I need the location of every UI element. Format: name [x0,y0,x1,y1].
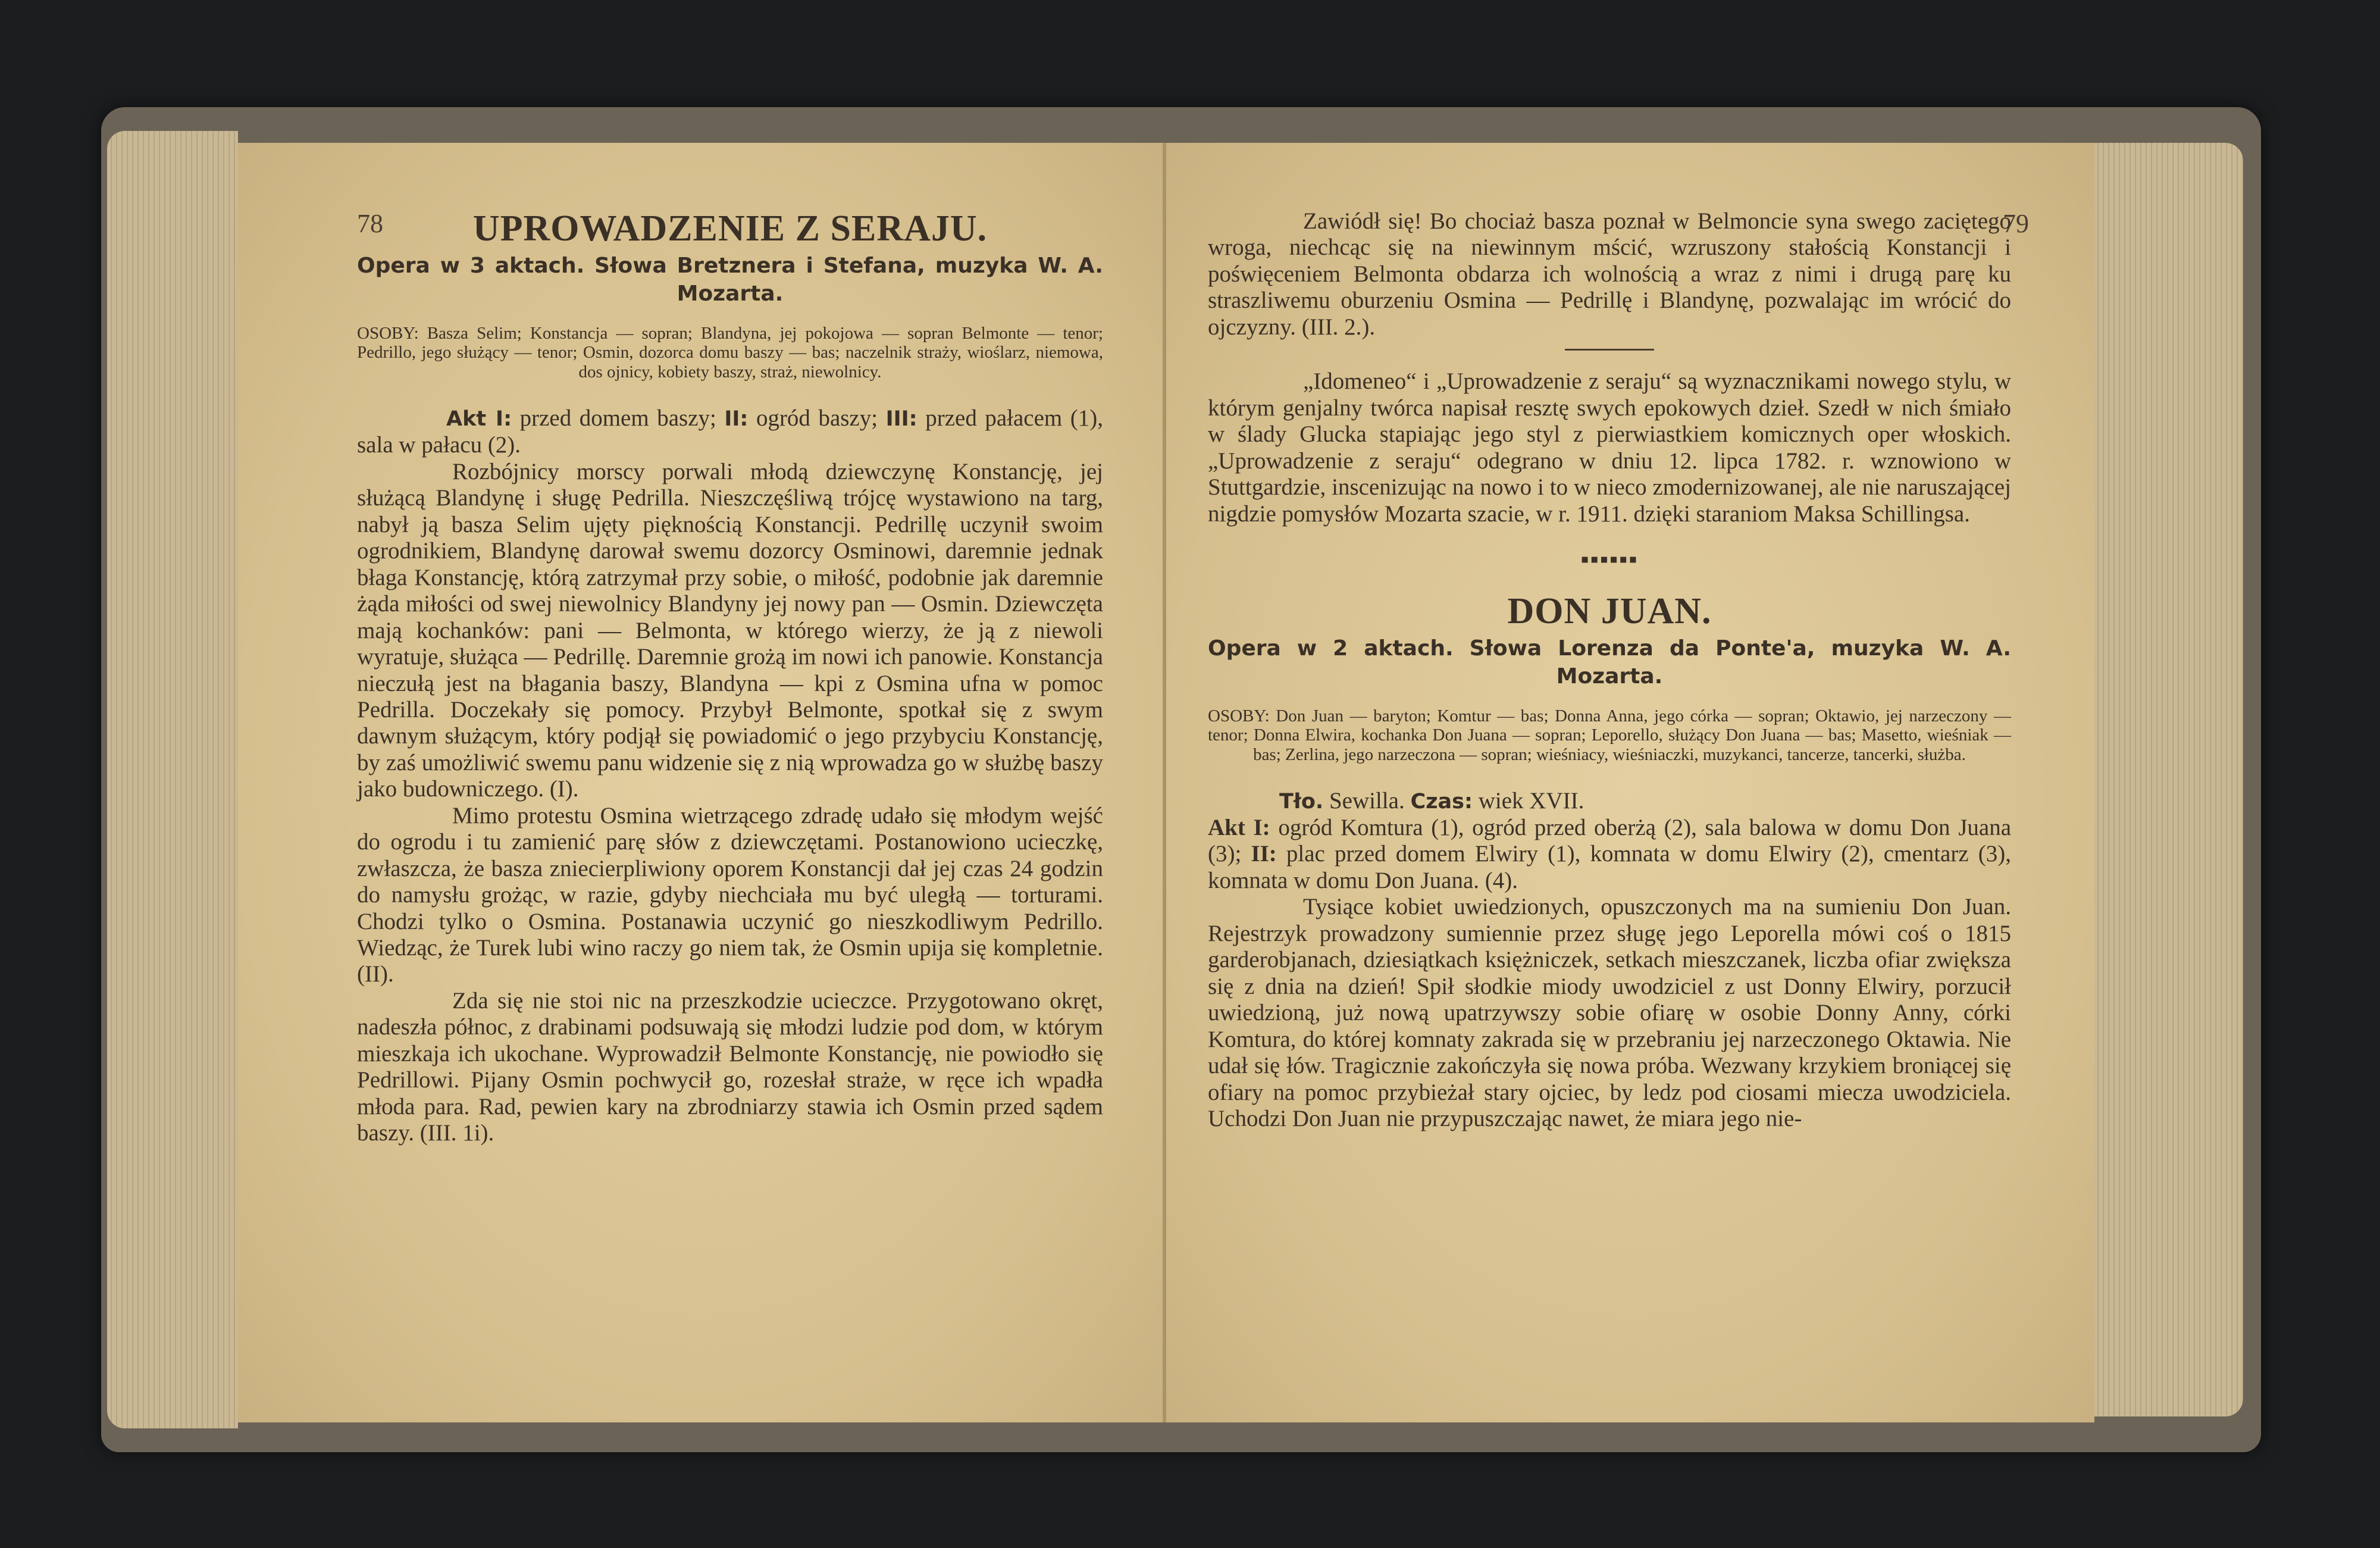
time-text: wiek XVII. [1472,788,1584,814]
time-label: Czas: [1410,790,1473,814]
opera-title: DON JUAN. [1507,590,1712,631]
synopsis-continuation: Zawiódł się! Bo chociaż basza poznał w Belmoncie syna swego zaciętego wroga, niechcąc się na niewinnym mścić, wzruszony stałością Konstancji i poświęceniem Belmonta obdarza ich wolnością a wraz z nimi i drugą parę ku straszliwemu oburzeniu Osmina — Pedrillę i Blandynę, pozwalając im wrócić do ojczyzny. (III. 2.). [1208,208,2011,340]
synopsis-paragraph: Tysiące kobiet uwiedzionych, opuszczonych ma na sumieniu Don Juan. Rejestrzyk prowadzony sumiennie przez sługę jego Leporella mówi coś o 1815 garderobjanach, dziesiątkach księżniczek, setkach mieszczanek, liczba ofiar zwiększa się z dnia na dzień! Spił słodkie miody uwodziciel z ust Donny Elwiry, porzucił uwiedzioną, już nową upatrzywszy sobie ofiarę w osobie Donny Anny, córki Komtura, do której komnaty zakrada się w przebraniu jej narzeczonego Oktawia. Nie udał się łów. Tragicznie zakończyła się nowa próba. Wezwany krzykiem broniącej się ofiary na pomoc przybieżał stary ojciec, by ledz pod ciosami miecza uwodziciela. Uchodzi Don Juan nie przypuszczając nawet, że miara jego nie- [1208,894,2011,1131]
opera-subtitle: Opera w 2 aktach. Słowa Lorenza da Ponte'a, muzyka W. A. Mozarta. [1208,636,2011,689]
synopsis-paragraph: Rozbójnicy morscy porwali młodą dziewczynę Konstancję, jej służącą Blandynę i sługę Pedrilla. Nieszczęśliwą trójcę wystawiono na targ, nabył ją basza Selim ujęty pięknością Konstancji. Pedrillę uczynił swoim ogrodnikiem, Blandynę darował swemu dozorcy Osminowi, daremnie jednak błaga Konstancję, którą zatrzymał przy sobie, o miłość, podobnie jak daremnie żąda miłości od swej niewolnicy Blandyny jej nowy pan — Osmin. Dziewczęta mają kochanków: pani — Belmonta, w którego wierzy, że ją z niewoli wyratuje, służąca — Pedrillę. Daremnie grożą im nowi ich panowie. Konstancja nieczułą jest na błagania baszy, Blandyna — kpi z Osmina ufna w pomoc Pedrilla. Doczekały się pomocy. Przybył Belmonte, spotkał się z swym dawnym służącym, który podjął się powiadomić o jego przybyciu Konstancję, by zaś umożliwić swemu panu widzenie się z nią wprowadza go w służbę baszy jako budowniczego. (I). [357,458,1103,802]
act-label: II: [1251,841,1277,867]
act-label: II: [724,407,749,431]
right-page [1166,143,2094,1422]
acts-list [357,405,1103,459]
setting-text: Sewilla. [1323,788,1411,814]
setting-label: Tło. [1279,790,1324,814]
act-label: III: [885,407,917,431]
setting-line [1279,788,2011,815]
page-number: 78 [357,209,383,238]
page-edges-left [107,131,238,1428]
act-label: Akt I: [446,407,512,431]
left-page [238,143,1166,1422]
act-label: Akt I: [1208,815,1270,841]
act-text: przed domem baszy; [512,405,725,431]
act-text: plac przed domem Elwiry (1), komnata w domu Elwiry (2), cmentarz (3), komnata w domu Don Juana. (4). [1208,841,2011,893]
cast-list: OSOBY: Don Juan — baryton; Komtur — bas; Donna Anna, jego córka — sopran; Oktawio, jej narzeczony — tenor; Donna Elwira, kochanka Don Juana — sopran; Leporello, służący Don Juana — bas; Masetto, wieśniak — bas; Zerlina, jego narzeczona — sopran; wieśniacy, wieśniaczki, muzykanci, tancerze, tancerki, służba. [1208,706,2011,764]
opera-subtitle: Opera w 3 aktach. Słowa Bretznera i Stefana, muzyka W. A. Mozarta. [357,254,1103,306]
book [101,107,2261,1452]
separator-line [1565,349,1654,351]
synopsis-paragraph: Mimo protestu Osmina wietrzącego zdradę udało się młodym wejść do ogrodu i tu zamienić parę słów z dziewczętami. Postanowiono ucieczkę, zwłaszcza, że basza zniecierpliwiony oporem Konstancji dał jej czas 24 godzin do namysłu grożąc, w razie, gdyby niechciała mu być uległą — torturami. Chodzi tylko o Osmina. Postanawia uczynić go nieszkodliwym Pedrillo. Wiedząc, że Turek lubi wino raczy go niem tak, że Osmin upija się kompletnie. (II). [357,802,1103,987]
act-text: przed pałacem (1), sala w pałacu (2). [357,405,1103,458]
opera-title: UPROWADZENIE Z SERAJU. [472,208,988,249]
acts-list [1208,815,2011,894]
cast-list: OSOBY: Basza Selim; Konstancja — sopran; Blandyna, jej pokojowa — sopran Belmonte — tenor; Pedrillo, jego służący — tenor; Osmin, dozorca domu baszy — bas; naczelnik straży, wioślarz, niemowa, dos ojnicy, kobiety baszy, straż, niewolnicy. [357,323,1103,381]
synopsis-paragraph: Zda się nie stoi nic na przeszkodzie ucieczce. Przygotowano okręt, nadeszła północ, z drabinami podsuwają się młodzi ludzie pod dom, w którym mieszkaja ich ukochane. Wyprowadził Belmonte Konstancję, nie powiodło się Pedrillowi. Pijany Osmin pochwycił go, rozesłał straże, w ręce ich wpadła młoda para. Rad, pewien kary na zbrodniarzy stawia ich Osmin przed sądem baszy. (III. 1i). [357,987,1103,1146]
page-edges-right [2088,143,2243,1416]
ornament-divider: ▪▪▪▪▪▪ [1580,545,1639,573]
act-text: ogród Komtura (1), ogród przed oberżą (2), sala balowa w domu Don Juana (3); [1208,815,2011,867]
historical-note: „Idomeneo“ i „Uprowadzenie z seraju“ są wyznacznikami nowego stylu, w którym genjalny twórca napisał resztę swych epokowych dzieł. Szedł w nich śmiało w ślady Glucka stapiając jego styl z pierwiastkiem komicznych oper włoskich. „Uprowadzenie z seraju“ odegrano w dniu 12. lipca 1782. r. wznowiono w Stuttgardzie, inscenizując na nowo i to w nieco zmodernizowanej, ale nie naruszającej nigdzie pomysłów Mozarta szacie, w r. 1911. dzięki staraniom Maksa Schillingsa. [1208,368,2011,527]
page-number: 79 [2003,209,2029,238]
act-text: ogród baszy; [748,405,886,431]
